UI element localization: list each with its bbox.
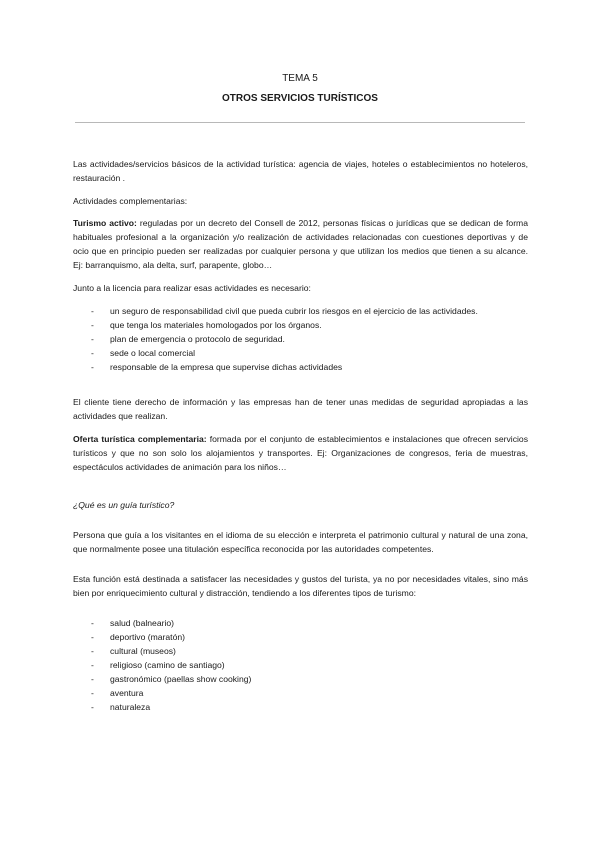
tipos-list: [73, 616, 528, 714]
title-divider: [75, 122, 525, 123]
turismo-activo-text: reguladas por un decreto del Consell de 2012, personas físicas o jurídicas que se dedican de forma habituales profesional a la organización y/o realización de actividades relacionadas con cuestiones deportivas y de ocio que en principio pueden ser realizadas por cualquier persona y que utilizan los medios que tienen a su alcance. Ej: barranquismo, ala delta, surf, parapente, globo…: [73, 218, 528, 270]
licencia-list: [73, 304, 528, 374]
list-item: - un seguro de responsabilidad civil que pueda cubrir los riesgos en el ejercicio de las actividades.: [91, 306, 478, 316]
dash-bullet: -: [91, 632, 94, 642]
dash-bullet: -: [91, 618, 94, 628]
page-title: OTROS SERVICIOS TURÍSTICOS: [222, 93, 378, 104]
list-item: - responsable de la empresa que supervise dichas actividades: [91, 362, 343, 372]
dash-bullet: -: [91, 362, 94, 372]
dash-bullet: -: [91, 646, 94, 656]
dash-bullet: -: [91, 688, 94, 698]
list-item: - religioso (camino de santiago): [91, 660, 225, 670]
guia-question: ¿Qué es un guía turístico?: [73, 500, 175, 510]
list-item: - sede o local comercial: [91, 348, 196, 358]
list-item: - plan de emergencia o protocolo de seguridad.: [91, 334, 285, 344]
funcion-paragraph: Esta función está destinada a satisfacer las necesidades y gustos del turista, ya no por necesidades vitales, sino más bien por enriquecimiento cultural y distracción, tendiendo a los diferentes tipos de turismo:: [73, 574, 528, 598]
derecho-paragraph: El cliente tiene derecho de información y las empresas han de tener unas medidas de seguridad apropiadas a las actividades que realizan.: [73, 397, 528, 421]
intro-paragraph: Las actividades/servicios básicos de la actividad turística: agencia de viajes, hoteles o establecimientos no hoteleros, restauración .: [73, 159, 528, 183]
complementarias-heading: Actividades complementarias:: [73, 196, 188, 206]
list-item: - gastronómico (paellas show cooking): [91, 674, 252, 684]
oferta-term: Oferta turística complementaria:: [73, 434, 207, 444]
oferta-text: formada por el conjunto de establecimientos e instalaciones que ofrecen servicios turísticos y que no son solo los alojamientos y transportes. Ej: Organizaciones de congresos, feria de muestras, espectáculos actividades de animación para los niños…: [73, 434, 528, 472]
dash-bullet: -: [91, 702, 94, 712]
dash-bullet: -: [91, 674, 94, 684]
list-item: - salud (balneario): [91, 618, 175, 628]
turismo-activo-term: Turismo activo:: [73, 218, 137, 228]
oferta-paragraph: [73, 432, 528, 474]
list-item: - que tenga los materiales homologados por los órganos.: [91, 320, 322, 330]
dash-bullet: -: [91, 306, 94, 316]
dash-bullet: -: [91, 660, 94, 670]
list-item: - naturaleza: [91, 702, 151, 712]
dash-bullet: -: [91, 348, 94, 358]
dash-bullet: -: [91, 334, 94, 344]
list-item: - cultural (museos): [91, 646, 176, 656]
dash-bullet: -: [91, 320, 94, 330]
turismo-activo-paragraph: [73, 216, 528, 272]
licencia-intro: Junto a la licencia para realizar esas actividades es necesario:: [73, 283, 311, 293]
list-item: - deportivo (maratón): [91, 632, 185, 642]
topic-label: TEMA 5: [282, 73, 318, 84]
guia-definition: Persona que guía a los visitantes en el idioma de su elección e interpreta el patrimonio cultural y natural de una zona, que normalmente posee una titulación específica reconocida por las autoridades competentes.: [73, 530, 528, 554]
list-item: - aventura: [91, 688, 144, 698]
